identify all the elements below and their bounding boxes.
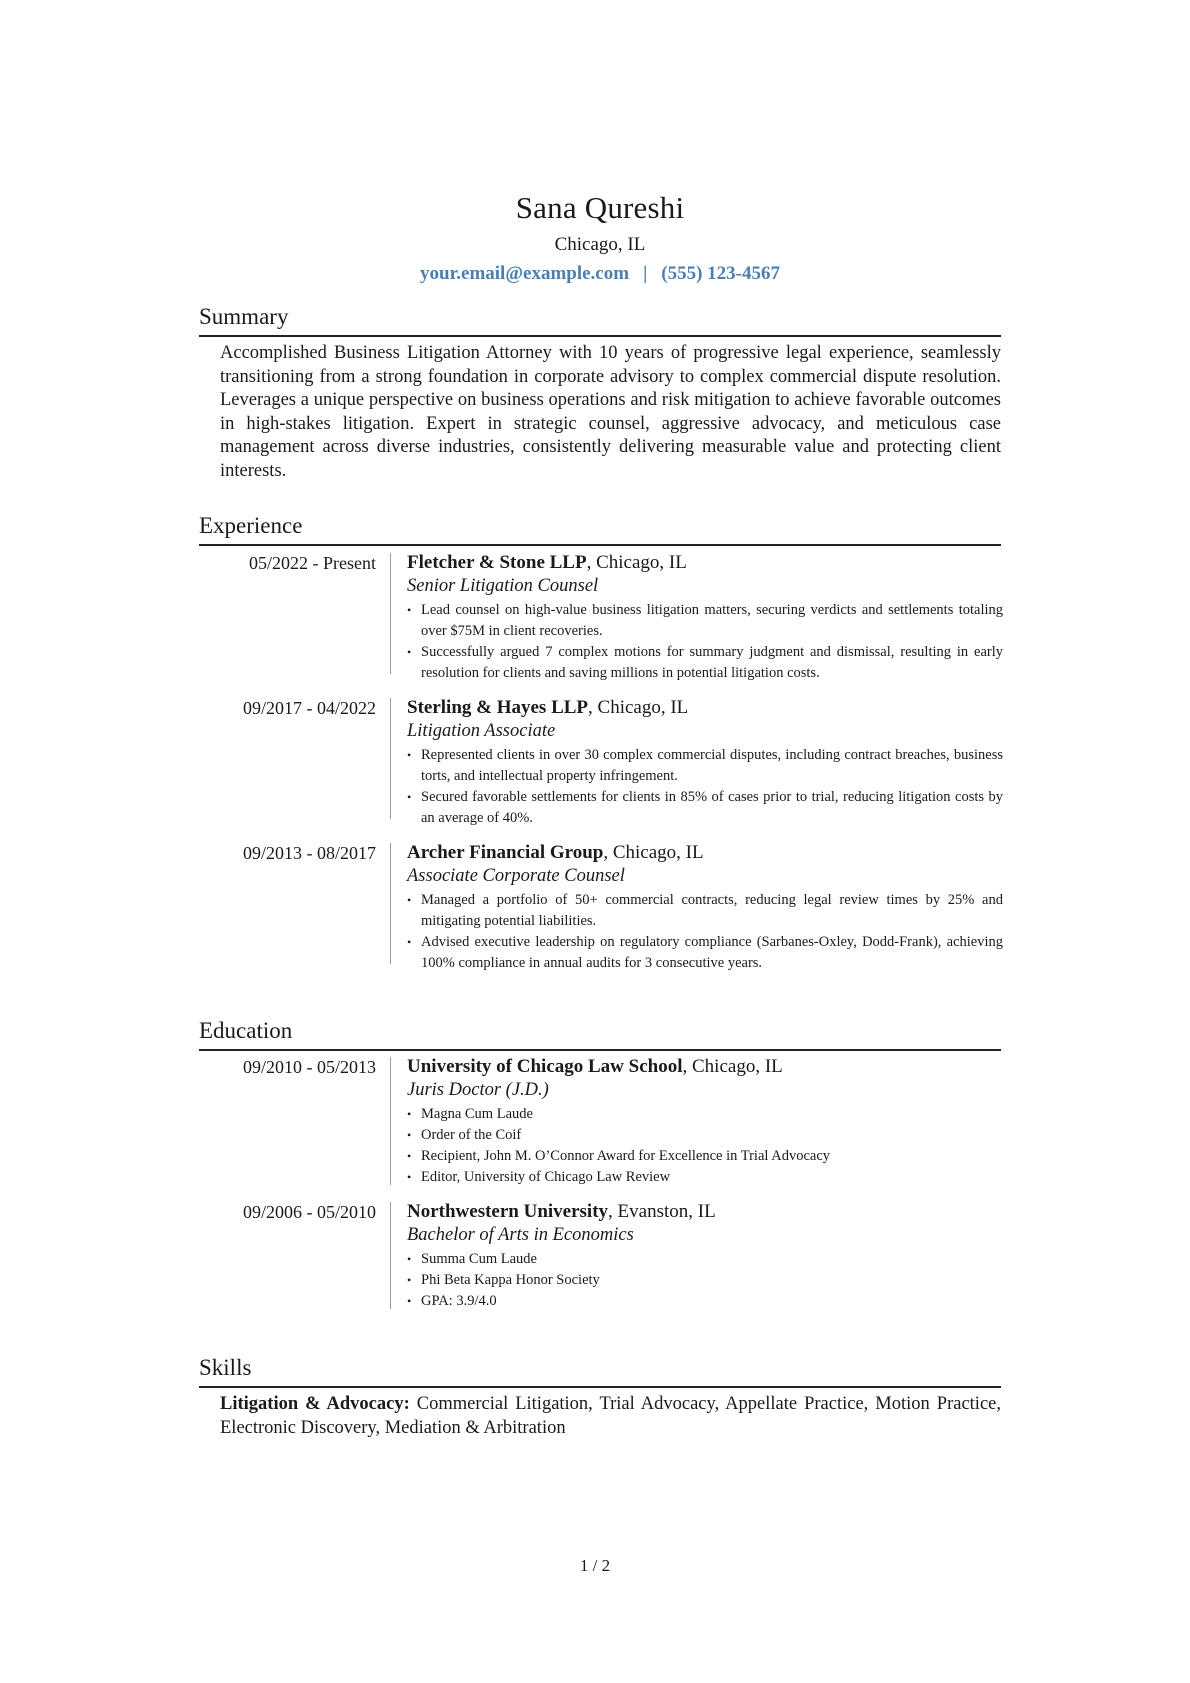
org-location: , Chicago, IL: [586, 552, 687, 573]
section-title-education: Education: [199, 1016, 1001, 1051]
email-link[interactable]: your.email@example.com: [420, 263, 630, 284]
bullet-icon: •: [407, 1107, 412, 1121]
bullet-icon: •: [407, 1294, 412, 1308]
entry-organization: [407, 1200, 1003, 1224]
phone-link[interactable]: (555) 123-4567: [661, 263, 780, 284]
entry-date: 09/2006 - 05/2010: [243, 1202, 376, 1222]
contact-line: [199, 261, 1001, 287]
bullet-icon: •: [407, 1170, 412, 1184]
entry-organization: [407, 1055, 1003, 1079]
entry-role: Litigation Associate: [407, 721, 556, 741]
entry-divider: [390, 1202, 391, 1309]
school-name: University of Chicago Law School: [407, 1056, 683, 1077]
skills-text: [220, 1393, 1001, 1440]
bullet-icon: •: [407, 1252, 412, 1266]
entry-bullets: [407, 745, 1003, 829]
bullet-icon: •: [407, 1128, 412, 1142]
list-item: • Lead counsel on high-value business litigation matters, securing verdicts and settlements totaling over $75M in client recoveries.: [407, 602, 1003, 639]
skills-list: Commercial Litigation, Trial Advocacy, Appellate Practice, Motion Practice, Electronic Discovery, Mediation & Arbitration: [220, 1394, 1001, 1438]
section-title-experience: Experience: [199, 511, 1001, 546]
entry-organization: [407, 841, 1003, 865]
list-item: • Represented clients in over 30 complex commercial disputes, including contract breaches, business torts, and intellectual property infringement.: [407, 747, 1003, 784]
resume-header: [199, 188, 1001, 287]
entry-date: 09/2010 - 05/2013: [243, 1057, 376, 1077]
candidate-location: Chicago, IL: [554, 234, 646, 255]
entry-date: 05/2022 - Present: [249, 553, 376, 573]
list-item: • Magna Cum Laude: [407, 1104, 1003, 1125]
contact-separator: |: [643, 263, 648, 284]
list-item: • Order of the Coif: [407, 1125, 1003, 1146]
entry-bullets: [407, 1249, 1003, 1312]
school-name: Northwestern University: [407, 1201, 609, 1222]
bullet-icon: •: [407, 1149, 412, 1163]
list-item: • Managed a portfolio of 50+ commercial contracts, reducing legal review times by 25% and mitigating potential liabilities.: [407, 892, 1003, 929]
bullet-icon: •: [407, 603, 412, 617]
section-title-skills: Skills: [199, 1353, 1001, 1388]
entry-body: [407, 841, 1003, 974]
entry-date: 09/2013 - 08/2017: [243, 843, 376, 863]
entry-role: Senior Litigation Counsel: [407, 576, 599, 596]
list-item: • Phi Beta Kappa Honor Society: [407, 1270, 1003, 1291]
bullet-icon: •: [407, 1273, 412, 1287]
entry-divider: [390, 1057, 391, 1185]
school-location: , Evanston, IL: [608, 1201, 716, 1222]
entry-organization: [407, 696, 1003, 720]
section-title-summary: Summary: [199, 302, 1001, 337]
org-name: Sterling & Hayes LLP: [407, 697, 589, 718]
entry-degree: Juris Doctor (J.D.): [407, 1080, 549, 1100]
entry-bullets: [407, 600, 1003, 684]
entry-body: [407, 1055, 1003, 1188]
bullet-icon: •: [407, 748, 412, 762]
bullet-icon: •: [407, 645, 412, 659]
entry-bullets: [407, 890, 1003, 974]
entry-body: [407, 551, 1003, 684]
bullet-icon: •: [407, 935, 412, 949]
entry-bullets: [407, 1104, 1003, 1188]
entry-role: Associate Corporate Counsel: [407, 866, 625, 886]
entry-divider: [390, 553, 391, 674]
org-name: Archer Financial Group: [407, 842, 604, 863]
org-location: , Chicago, IL: [588, 697, 689, 718]
entry-body: [407, 696, 1003, 829]
entry-organization: [407, 551, 1003, 575]
list-item: • Advised executive leadership on regulatory compliance (Sarbanes-Oxley, Dodd-Frank), achieving 100% compliance in annual audits for 3 consecutive years.: [407, 934, 1003, 971]
school-location: , Chicago, IL: [682, 1056, 783, 1077]
bullet-icon: •: [407, 893, 412, 907]
list-item: • GPA: 3.9/4.0: [407, 1291, 1003, 1312]
list-item: • Successfully argued 7 complex motions for summary judgment and dismissal, resulting in early resolution for clients and saving millions in potential litigation costs.: [407, 644, 1003, 681]
candidate-name: Sana Qureshi: [515, 190, 685, 225]
entry-date: 09/2017 - 04/2022: [243, 698, 376, 718]
entry-divider: [390, 698, 391, 819]
page-number: 1 / 2: [579, 1556, 611, 1575]
org-location: , Chicago, IL: [603, 842, 704, 863]
bullet-icon: •: [407, 790, 412, 804]
entry-body: [407, 1200, 1003, 1312]
list-item: • Recipient, John M. O’Connor Award for Excellence in Trial Advocacy: [407, 1146, 1003, 1167]
list-item: • Editor, University of Chicago Law Review: [407, 1167, 1003, 1188]
skills-category-label: Litigation & Advocacy:: [220, 1394, 410, 1414]
entry-degree: Bachelor of Arts in Economics: [407, 1225, 634, 1245]
org-name: Fletcher & Stone LLP: [407, 552, 587, 573]
summary-text: Accomplished Business Litigation Attorney with 10 years of progressive legal experience, seamlessly transitioning from a strong foundation in corporate advisory to complex commercial dispute resolution. Leverages a unique perspective on business operations and risk mitigation to achieve favorable outcomes in high-stakes litigation. Expert in strategic counsel, aggressive advocacy, and meticulous case management across diverse industries, consistently delivering measurable value and protecting client interests.: [220, 343, 1001, 481]
entry-divider: [390, 843, 391, 964]
list-item: • Summa Cum Laude: [407, 1249, 1003, 1270]
list-item: • Secured favorable settlements for clients in 85% of cases prior to trial, reducing litigation costs by an average of 40%.: [407, 789, 1003, 826]
